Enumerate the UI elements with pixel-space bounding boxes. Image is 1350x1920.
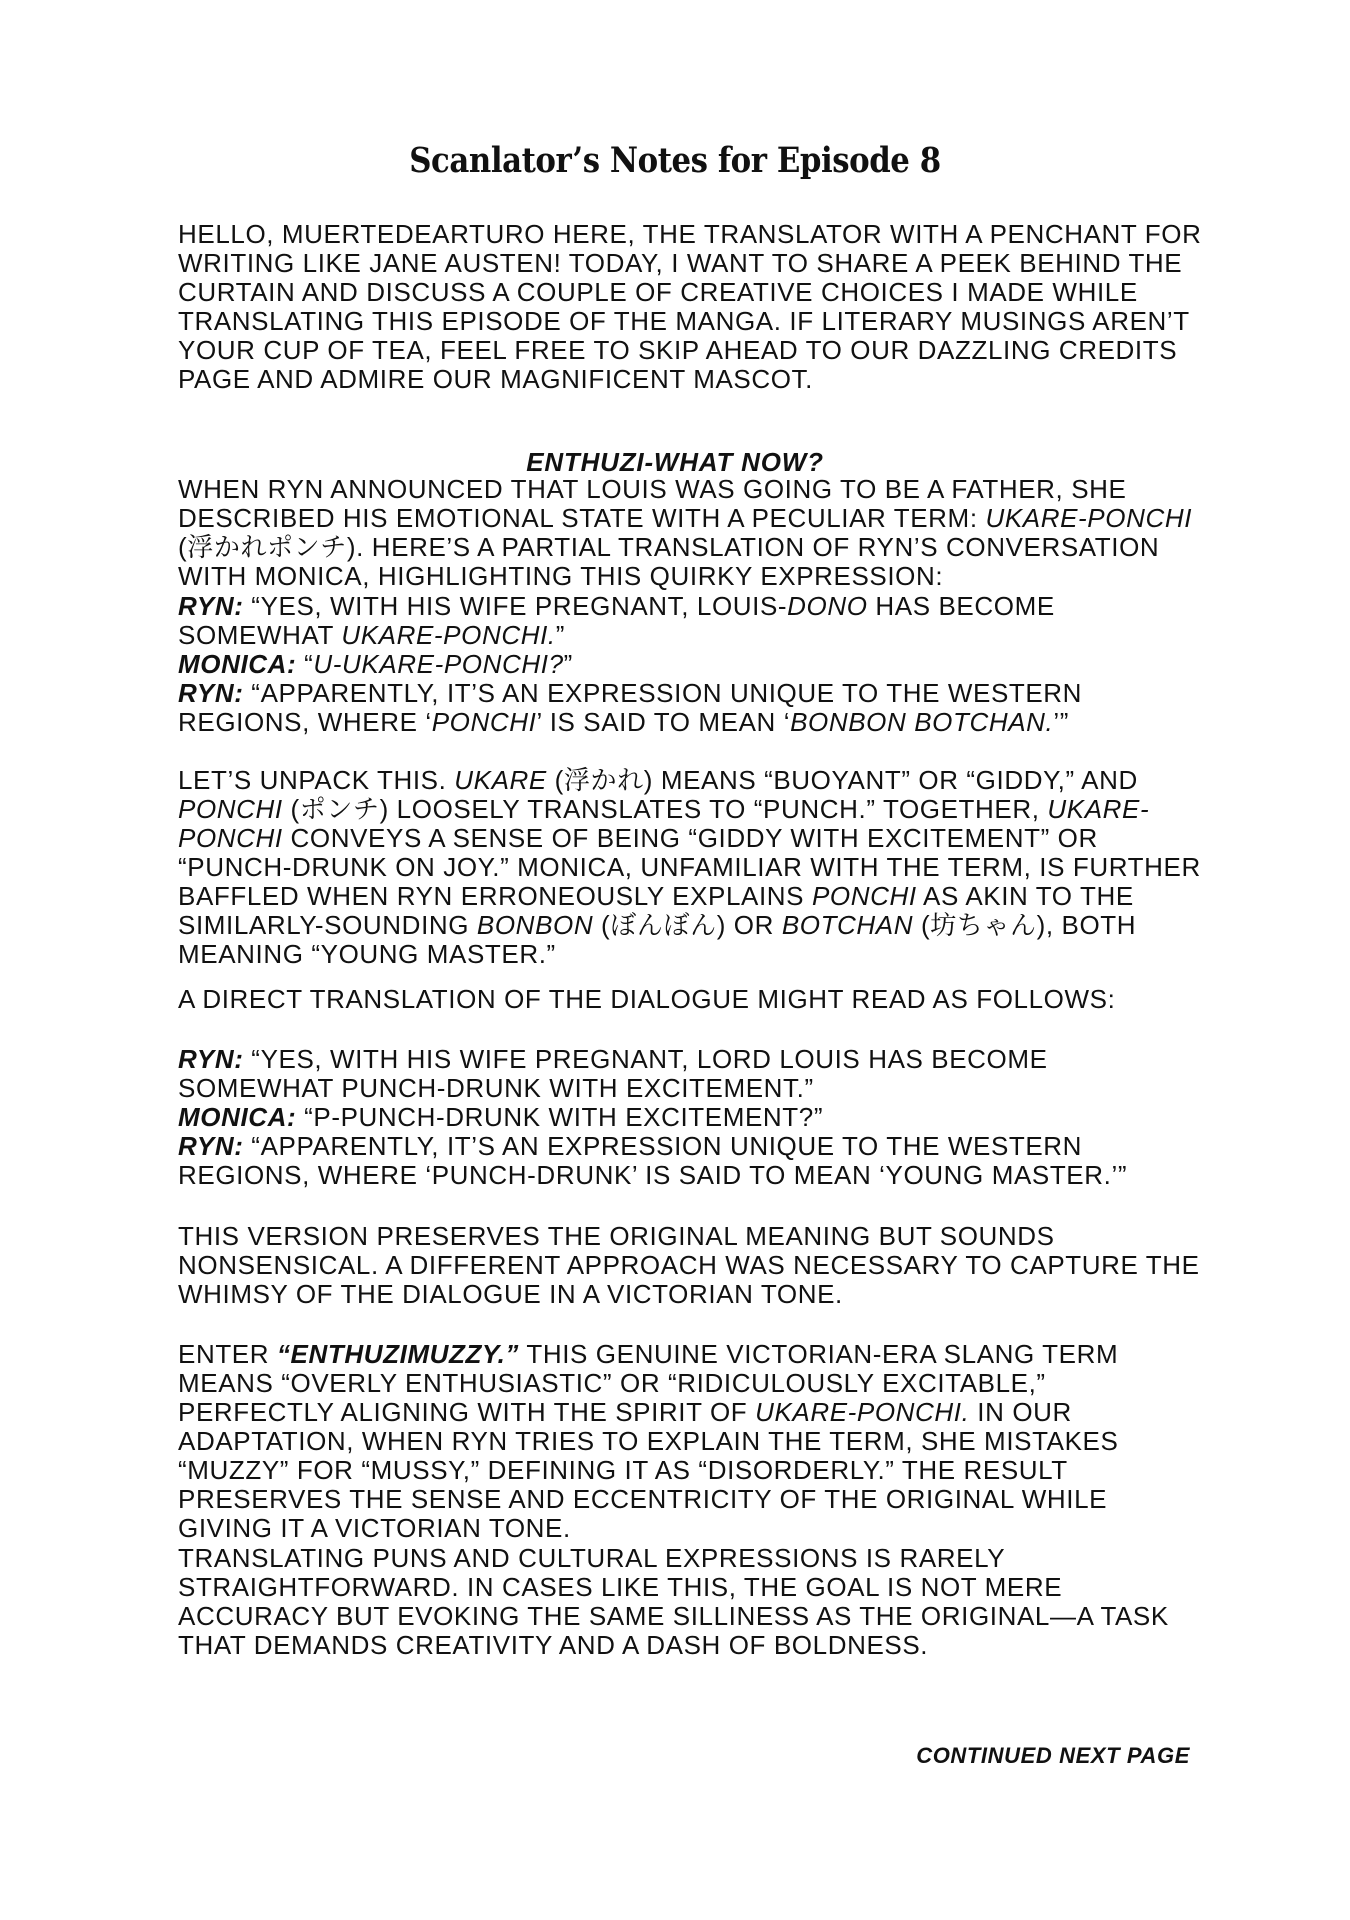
paragraph-2 [178,766,1208,969]
p2-i: AS AKIN TO THE SIMILARLY-SOUNDING [178,881,1134,940]
dialogue2-line-1 [178,1045,1208,1103]
paragraph-4 [178,1222,1208,1309]
dialogue1-l3-e: ’” [1053,707,1069,737]
p2-k: (ぼんぼん) OR [593,910,782,940]
dialogue1-line-1 [178,592,1208,650]
p6-text: TRANSLATING PUNS AND CULTURAL EXPRESSIONS IS RARELY STRAIGHTFORWARD. IN CASES LIKE THIS, THE GOAL IS NOT MERE ACCURACY BUT EVOKING THE SAME SILLINESS AS THE ORIGINAL—A TASK THAT DEMANDS CREATIVITY AND A DASH OF BOLDNESS. [178,1543,1169,1660]
p2-f: UKARE-PONCHI [178,794,1150,853]
p2-g: CONVEYS A SENSE OF BEING “GIDDY WITH EXCITEMENT” OR “PUNCH-DRUNK ON JOY.” MONICA, UNFAMILIAR WITH THE TERM, IS FURTHER BAFFLED WHEN RYN ERRONEOUSLY EXPLAINS [178,823,1201,911]
paragraph-3 [178,985,1208,1014]
dialogue1-l2-b: U-UKARE-PONCHI? [313,649,564,679]
dialogue2-l3-text: “APPARENTLY, IT’S AN EXPRESSION UNIQUE TO THE WESTERN REGIONS, WHERE ‘PUNCH-DRUNK’ IS SAID TO MEAN ‘YOUNG MASTER.’” [178,1131,1128,1190]
p1-term-ukare-ponchi: UKARE-PONCHI [985,503,1193,533]
p3-text: A DIRECT TRANSLATION OF THE DIALOGUE MIGHT READ AS FOLLOWS: [178,984,1116,1014]
dialogue1-l3-d: BONBON BOTCHAN. [790,707,1054,737]
p2-e: (ポンチ) LOOSELY TRANSLATES TO “PUNCH.” TOGETHER, [282,794,1048,824]
dialogue1-l1-c: HAS BECOME SOMEWHAT [178,591,1055,650]
p5-d: UKARE-PONCHI. [755,1397,970,1427]
p5-a: ENTER [178,1339,277,1369]
dialogue1-line-2 [178,650,1208,679]
p4-text: THIS VERSION PRESERVES THE ORIGINAL MEANING BUT SOUNDS NONSENSICAL. A DIFFERENT APPROACH WAS NECESSARY TO CAPTURE THE WHIMSY OF THE DIALOGUE IN A VICTORIAN TONE. [178,1221,1200,1309]
paragraph-5 [178,1340,1208,1543]
p5-enthuzimuzzy: “ENTHUZIMUZZY.” [276,1339,519,1369]
paragraph-6 [178,1544,1208,1660]
speaker-ryn: RYN: [178,1044,244,1074]
continued-next-page: CONTINUED NEXT PAGE [916,1743,1190,1768]
dialogue1-l1-e: ” [555,620,565,650]
paragraph-1 [178,475,1208,591]
dialogue1-l3-c: ’ IS SAID TO MEAN ‘ [536,707,791,737]
p2-c: (浮かれ) MEANS “BUOYANT” OR “GIDDY,” AND [546,765,1138,795]
speaker-ryn: RYN: [178,678,244,708]
p1-text-a: WHEN RYN ANNOUNCED THAT LOUIS WAS GOING TO BE A FATHER, SHE DESCRIBED HIS EMOTIONAL STATE WITH A PECULIAR TERM: [178,474,1127,533]
dialogue1-l3-b: PONCHI [431,707,537,737]
p2-b: UKARE [454,765,547,795]
p2-a: LET’S UNPACK THIS. [178,765,455,795]
dialogue1-l1-b: DONO [787,591,868,621]
intro-text: HELLO, MUERTEDEARTURO HERE, THE TRANSLATOR WITH A PENCHANT FOR WRITING LIKE JANE AUSTEN! TODAY, I WANT TO SHARE A PEEK BEHIND THE CURTAIN AND DISCUSS A COUPLE OF CREATIVE CHOICES I MADE WHILE TRANSLATING THIS EPISODE OF THE MANGA. IF LITERARY MUSINGS AREN’T YOUR CUP OF TEA, FEEL FREE TO SKIP AHEAD TO OUR DAZZLING CREDITS PAGE AND ADMIRE OUR MAGNIFICENT MASCOT. [178,219,1202,394]
speaker-ryn: RYN: [178,1131,244,1161]
p1-text-c: (浮かれポンチ). HERE’S A PARTIAL TRANSLATION OF RYN’S CONVERSATION WITH MONICA, HIGHLIGHTING THIS QUIRKY EXPRESSION: [178,532,1160,591]
speaker-ryn: RYN: [178,591,244,621]
dialogue1-l1-d: UKARE-PONCHI. [341,620,556,650]
dialogue-direct [178,1045,1208,1190]
dialogue1-l2-a: “ [296,649,314,679]
p2-j: BONBON [476,910,594,940]
speaker-monica: MONICA: [178,649,297,679]
speaker-monica: MONICA: [178,1102,297,1132]
dialogue2-l2-text: “P-PUNCH-DRUNK WITH EXCITEMENT?” [296,1102,824,1132]
dialogue1-l2-c: ” [563,649,573,679]
p2-h: PONCHI [811,881,917,911]
p5-e: IN OUR ADAPTATION, WHEN RYN TRIES TO EXPLAIN THE TERM, SHE MISTAKES “MUZZY” FOR “MUSSY,” DEFINING IT AS “DISORDERLY.” THE RESULT PRESERVES THE SENSE AND ECCENTRICITY OF THE ORIGINAL WHILE GIVING IT A VICTORIAN TONE. [178,1397,1119,1543]
dialogue2-line-3 [178,1132,1208,1190]
p2-m: (坊ちゃん), BOTH MEANING “YOUNG MASTER.” [178,910,1137,969]
dialogue2-l1-text: “YES, WITH HIS WIFE PREGNANT, LORD LOUIS HAS BECOME SOMEWHAT PUNCH-DRUNK WITH EXCITEMENT.” [178,1044,1048,1103]
p2-d: PONCHI [178,794,283,824]
dialogue-original [178,592,1208,737]
dialogue1-line-3 [178,679,1208,737]
dialogue1-l1-a: “YES, WITH HIS WIFE PREGNANT, LOUIS- [243,591,788,621]
p2-l: BOTCHAN [781,910,914,940]
dialogue2-line-2 [178,1103,1208,1132]
p5-c: THIS GENUINE VICTORIAN-ERA SLANG TERM MEANS “OVERLY ENTHUSIASTIC” OR “RIDICULOUSLY EXCITABLE,” PERFECTLY ALIGNING WITH THE SPIRIT OF [178,1339,1119,1427]
section-heading: ENTHUZI-WHAT NOW? [526,447,824,477]
intro-paragraph [178,220,1208,394]
dialogue1-l3-a: “APPARENTLY, IT’S AN EXPRESSION UNIQUE TO THE WESTERN REGIONS, WHERE ‘ [178,678,1083,737]
page-title: Scanlator’s Notes for Episode 8 [409,140,941,181]
